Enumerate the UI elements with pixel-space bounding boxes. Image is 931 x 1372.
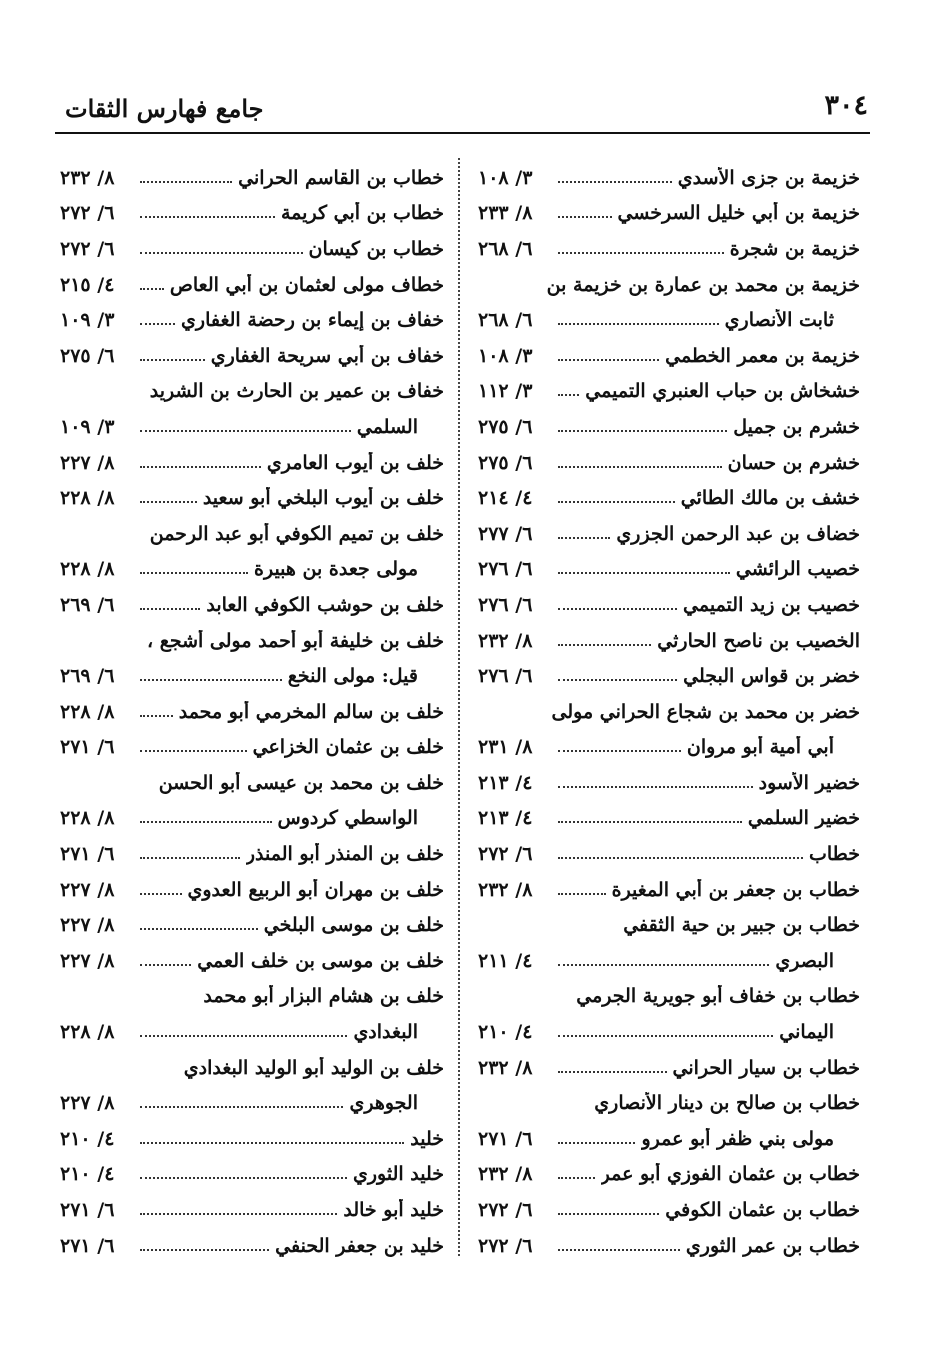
entry-name: الواسطي كردوس	[277, 807, 418, 830]
index-column-left	[60, 160, 444, 1263]
index-entry	[478, 480, 860, 516]
volume-page-ref: ٣/ ١٠٩	[60, 415, 115, 438]
entry-name: قيل: مولى النخع	[287, 665, 418, 688]
volume-page-ref: ٨/ ٢٢٧	[60, 878, 115, 901]
index-entry	[478, 1157, 860, 1193]
dot-leader	[140, 1205, 337, 1215]
entry-name: خليد	[410, 1127, 444, 1150]
index-entry	[60, 801, 444, 837]
index-entry	[60, 587, 444, 623]
index-entry	[478, 552, 860, 588]
dot-leader	[140, 564, 248, 574]
entry-name: خلف بن خليفة أبو أحمد مولى أشجع ،	[146, 629, 444, 652]
entry-name: خلف بن موسى البلخي	[263, 914, 444, 937]
dot-leader	[140, 671, 282, 681]
entry-name: خزيمة بن شجرة	[729, 237, 860, 260]
volume-page-ref: ٦/ ٢٧١	[60, 736, 115, 759]
index-entry	[60, 836, 444, 872]
index-entry	[60, 374, 444, 410]
entry-name: خصيب الرائشي	[735, 558, 860, 581]
dot-leader	[558, 458, 722, 468]
entry-name: خطاب بن أبي كريمة	[281, 202, 444, 225]
volume-page-ref: ٦/ ٢٧٢	[60, 202, 115, 225]
volume-page-ref: ٨/ ٢٣٢	[60, 166, 115, 189]
index-entry	[478, 1228, 860, 1264]
volume-page-ref: ٦/ ٢٧١	[60, 843, 115, 866]
index-entry	[478, 943, 860, 979]
dot-leader	[558, 885, 606, 895]
volume-page-ref: ٦/ ٢٧٥	[478, 451, 533, 474]
index-entry	[478, 623, 860, 659]
entry-name: خطاب بن خفاف أبو جويرية الجرمي	[576, 985, 860, 1008]
dot-leader	[140, 920, 258, 930]
entry-name: خزيمة بن أبي خليل السرخسي	[617, 202, 860, 225]
volume-page-ref: ٤/ ٢١٠	[478, 1021, 533, 1044]
volume-page-ref: ٦/ ٢٧٢	[60, 237, 115, 260]
volume-page-ref: ٨/ ٢٣٢	[478, 878, 533, 901]
entry-name: خليد بن جعفر الحنفي	[275, 1234, 444, 1257]
index-entry	[478, 1192, 860, 1228]
entry-name: خطاف مولى لعثمان بن أبي العاص	[169, 273, 444, 296]
dot-leader	[558, 315, 719, 325]
dot-leader	[140, 956, 191, 966]
index-column-right	[478, 160, 860, 1263]
index-entry	[60, 1228, 444, 1264]
entry-name: خطاب بن عثمان الكوفي	[665, 1199, 860, 1222]
dot-leader	[140, 244, 303, 254]
index-entry	[60, 623, 444, 659]
volume-page-ref: ٨/ ٢٢٨	[60, 487, 115, 510]
index-entry	[478, 658, 860, 694]
index-entry	[478, 516, 860, 552]
entry-name: خطاب بن صالح بن دينار الأنصاري	[594, 1092, 860, 1115]
dot-leader	[140, 280, 164, 290]
index-entry	[60, 480, 444, 516]
volume-page-ref: ٦/ ٢٧٢	[478, 843, 533, 866]
dot-leader	[140, 742, 247, 752]
dot-leader	[558, 1205, 659, 1215]
entry-name: البصري	[775, 949, 834, 972]
dot-leader	[558, 1063, 667, 1073]
dot-leader	[140, 885, 182, 895]
volume-page-ref: ٦/ ٢٧٥	[60, 344, 115, 367]
index-entry	[478, 160, 860, 196]
running-title: جامع فهارس الثقات	[65, 94, 264, 123]
dot-leader	[140, 422, 351, 432]
dot-leader	[140, 458, 261, 468]
volume-page-ref: ٦/ ٢٧١	[60, 1234, 115, 1257]
volume-page-ref: ٨/ ٢٢٨	[60, 1021, 115, 1044]
entry-name: خطاب بن عمر الثوري	[685, 1234, 860, 1257]
entry-name: خلف بن أيوب العامري	[266, 451, 444, 474]
entry-name: الخصيب بن ناصح الحارثي	[657, 629, 860, 652]
entry-name: خضر بن قواس البجلي	[683, 665, 860, 688]
dot-leader	[558, 244, 724, 254]
index-entry	[478, 765, 860, 801]
index-entry	[60, 872, 444, 908]
volume-page-ref: ٨/ ٢٣٢	[478, 1056, 533, 1079]
index-entry	[478, 302, 860, 338]
volume-page-ref: ٦/ ٢٧٦	[478, 593, 533, 616]
page-number: ٣٠٤	[824, 90, 868, 121]
index-entry	[60, 302, 444, 338]
entry-name: خفاف بن أبي سريحة الغفاري	[210, 344, 444, 367]
index-entry	[60, 730, 444, 766]
index-entry	[478, 1085, 860, 1121]
index-entry	[60, 765, 444, 801]
index-entry	[60, 552, 444, 588]
index-entry	[60, 658, 444, 694]
entry-name: خضير الأسود	[758, 771, 860, 794]
header-rule	[55, 132, 870, 134]
entry-name: خطاب بن عثمان الفوزي أبو عمر	[600, 1163, 860, 1186]
entry-name: ثابت الأنصاري	[724, 309, 834, 332]
index-entry	[478, 872, 860, 908]
index-entry	[60, 516, 444, 552]
volume-page-ref: ٨/ ٢٢٨	[60, 700, 115, 723]
index-entry	[60, 267, 444, 303]
volume-page-ref: ٨/ ٢٣١	[478, 736, 533, 759]
volume-page-ref: ٣/ ١٠٨	[478, 344, 533, 367]
dot-leader	[140, 173, 232, 183]
entry-name: خلف بن أيوب البلخي أبو سعيد	[202, 487, 444, 510]
index-entry	[478, 1014, 860, 1050]
index-entry	[478, 801, 860, 837]
volume-page-ref: ٦/ ٢٦٩	[60, 665, 115, 688]
dot-leader	[140, 493, 197, 503]
index-entry	[60, 1085, 444, 1121]
entry-name: خضر بن محمد بن شجاع الحراني مولى	[551, 700, 860, 723]
volume-page-ref: ٣/ ١٠٩	[60, 309, 115, 332]
dot-leader	[558, 778, 753, 788]
entry-name: خطاب بن كيسان	[308, 237, 444, 260]
volume-page-ref: ٨/ ٢٢٨	[60, 558, 115, 581]
index-entry	[60, 338, 444, 374]
index-entry	[478, 231, 860, 267]
index-entry	[60, 231, 444, 267]
volume-page-ref: ٣/ ١٠٨	[478, 166, 533, 189]
entry-name: مولى جعدة بن هبيرة	[254, 558, 418, 581]
volume-page-ref: ٦/ ٢٧١	[478, 1127, 533, 1150]
entry-name: خلف بن المنذر أبو المنذر	[245, 843, 444, 866]
dot-leader	[558, 849, 803, 859]
index-entry	[478, 196, 860, 232]
index-entry	[478, 409, 860, 445]
dot-leader	[140, 1027, 347, 1037]
dot-leader	[558, 671, 677, 681]
dot-leader	[140, 1169, 347, 1179]
entry-name: خزيمة بن محمد بن عمارة بن خزيمة بن	[546, 273, 860, 296]
volume-page-ref: ٦/ ٢٧٧	[478, 522, 533, 545]
entry-name: خفاف بن إيماء بن رحضة الغفاري	[181, 309, 444, 332]
entry-name: الجوهري	[349, 1092, 418, 1115]
entry-name: خشرم بن جميل	[733, 415, 860, 438]
entry-name: خطاب بن جعفر بن أبي المغيرة	[611, 878, 860, 901]
volume-page-ref: ٦/ ٢٦٨	[478, 309, 533, 332]
volume-page-ref: ٨/ ٢٣٣	[478, 202, 533, 225]
entry-name: خطاب بن جبير بن حية الثقفي	[623, 914, 860, 937]
entry-name: خطاب بن القاسم الحراني	[238, 166, 444, 189]
index-entry	[60, 196, 444, 232]
volume-page-ref: ٦/ ٢٧٢	[478, 1199, 533, 1222]
entry-name: خليد أبو خالد	[343, 1199, 444, 1222]
index-entry	[478, 267, 860, 303]
index-entry	[478, 694, 860, 730]
volume-page-ref: ٤/ ٢١٣	[478, 807, 533, 830]
dot-leader	[558, 813, 742, 823]
index-entry	[60, 1192, 444, 1228]
volume-page-ref: ٨/ ٢٢٨	[60, 807, 115, 830]
dot-leader	[140, 351, 205, 361]
dot-leader	[558, 529, 610, 539]
dot-leader	[558, 386, 579, 396]
index-entry	[60, 907, 444, 943]
page-header	[55, 88, 870, 134]
entry-name: خشرم بن حسان	[727, 451, 860, 474]
entry-name: خزيمة بن معمر الخطمي	[665, 344, 860, 367]
index-entry	[478, 445, 860, 481]
entry-name: السلمي	[356, 415, 418, 438]
dot-leader	[140, 315, 175, 325]
index-entry	[478, 338, 860, 374]
entry-name: خفاف بن عمير بن الحارث بن الشريد	[149, 380, 444, 403]
volume-page-ref: ٦/ ٢٧١	[60, 1199, 115, 1222]
volume-page-ref: ٦/ ٢٦٨	[478, 237, 533, 260]
dot-leader	[558, 636, 651, 646]
dot-leader	[558, 1241, 680, 1251]
entry-name: مولى بني ظفر أبو عمرو	[641, 1127, 834, 1150]
dot-leader	[558, 564, 730, 574]
volume-page-ref: ٦/ ٢٧٢	[478, 1234, 533, 1257]
volume-page-ref: ٨/ ٢٢٧	[60, 914, 115, 937]
dot-leader	[558, 600, 677, 610]
volume-page-ref: ٨/ ٢٣٢	[478, 629, 533, 652]
volume-page-ref: ٦/ ٢٧٥	[478, 415, 533, 438]
index-entry	[60, 694, 444, 730]
volume-page-ref: ٤/ ٢١١	[478, 949, 533, 972]
index-entry	[60, 979, 444, 1015]
index-entry	[60, 160, 444, 196]
entry-name: خليد الثوري	[352, 1163, 444, 1186]
volume-page-ref: ٤/ ٢١٠	[60, 1163, 115, 1186]
dot-leader	[558, 742, 681, 752]
index-entry	[478, 374, 860, 410]
volume-page-ref: ٨/ ٢٢٧	[60, 451, 115, 474]
entry-name: خشف بن مالك الطائي	[680, 487, 860, 510]
dot-leader	[558, 1027, 773, 1037]
volume-page-ref: ٣/ ١١٢	[478, 380, 533, 403]
entry-name: خلف بن الوليد أبو الوليد البغدادي	[183, 1056, 444, 1079]
entry-name: خطاب بن سيار الحراني	[672, 1056, 860, 1079]
volume-page-ref: ٨/ ٢٢٧	[60, 1092, 115, 1115]
dot-leader	[558, 173, 672, 183]
index-entry	[478, 730, 860, 766]
volume-page-ref: ٤/ ٢١٣	[478, 771, 533, 794]
entry-name: خلف بن مهران أبو الربيع العدوي	[187, 878, 444, 901]
dot-leader	[558, 493, 675, 503]
index-entry	[478, 979, 860, 1015]
index-entry	[60, 943, 444, 979]
entry-name: خضاف بن عبد الرحمن الجزري	[616, 522, 860, 545]
dot-leader	[140, 813, 272, 823]
entry-name: خلف بن موسى بن خلف العمي	[197, 949, 444, 972]
entry-name: خلف بن تميم الكوفي أبو عبد الرحمن	[149, 522, 444, 545]
entry-name: خلف بن هشام البزار أبو محمد	[203, 985, 444, 1008]
volume-page-ref: ٦/ ٢٧٦	[478, 558, 533, 581]
volume-page-ref: ٦/ ٢٧٦	[478, 665, 533, 688]
index-entry	[60, 1157, 444, 1193]
entry-name: خطاب	[808, 843, 860, 866]
index-entry	[60, 445, 444, 481]
entry-name: خشخاش بن حباب العنبري التميمي	[585, 380, 860, 403]
entry-name: خضير السلمي	[747, 807, 860, 830]
index-entry	[478, 587, 860, 623]
dot-leader	[558, 1169, 595, 1179]
dot-leader	[140, 208, 275, 218]
index-entry	[60, 1050, 444, 1086]
volume-page-ref: ٤/ ٢١٥	[60, 273, 115, 296]
entry-name: خلف بن عثمان الخزاعي	[252, 736, 444, 759]
index-entry	[60, 1014, 444, 1050]
volume-page-ref: ٨/ ٢٢٧	[60, 949, 115, 972]
index-entry	[478, 907, 860, 943]
volume-page-ref: ٤/ ٢١٠	[60, 1127, 115, 1150]
column-divider	[458, 158, 460, 1256]
volume-page-ref: ٨/ ٢٣٢	[478, 1163, 533, 1186]
dot-leader	[558, 422, 727, 432]
dot-leader	[140, 1098, 343, 1108]
dot-leader	[558, 208, 612, 218]
dot-leader	[558, 1134, 635, 1144]
index-entry	[478, 1121, 860, 1157]
entry-name: خلف بن سالم المخرمي أبو محمد	[178, 700, 444, 723]
dot-leader	[140, 1134, 404, 1144]
dot-leader	[140, 707, 173, 717]
volume-page-ref: ٦/ ٢٦٩	[60, 593, 115, 616]
volume-page-ref: ٤/ ٢١٤	[478, 487, 533, 510]
dot-leader	[140, 600, 200, 610]
entry-name: البغدادي	[353, 1021, 418, 1044]
index-entry	[60, 1121, 444, 1157]
index-entry	[478, 836, 860, 872]
index-entry	[478, 1050, 860, 1086]
entry-name: خلف بن محمد بن عيسى أبو الحسن	[158, 771, 444, 794]
entry-name: أبي أمية أبو مروان	[686, 736, 834, 759]
entry-name: اليماني	[779, 1021, 834, 1044]
index-entry	[60, 409, 444, 445]
dot-leader	[140, 849, 240, 859]
entry-name: خصيب بن زيد التميمي	[683, 593, 860, 616]
dot-leader	[558, 956, 769, 966]
dot-leader	[140, 1241, 269, 1251]
entry-name: خلف بن حوشب الكوفي العابد	[206, 593, 444, 616]
dot-leader	[558, 351, 659, 361]
entry-name: خزيمة بن جزى الأسدي	[677, 166, 860, 189]
